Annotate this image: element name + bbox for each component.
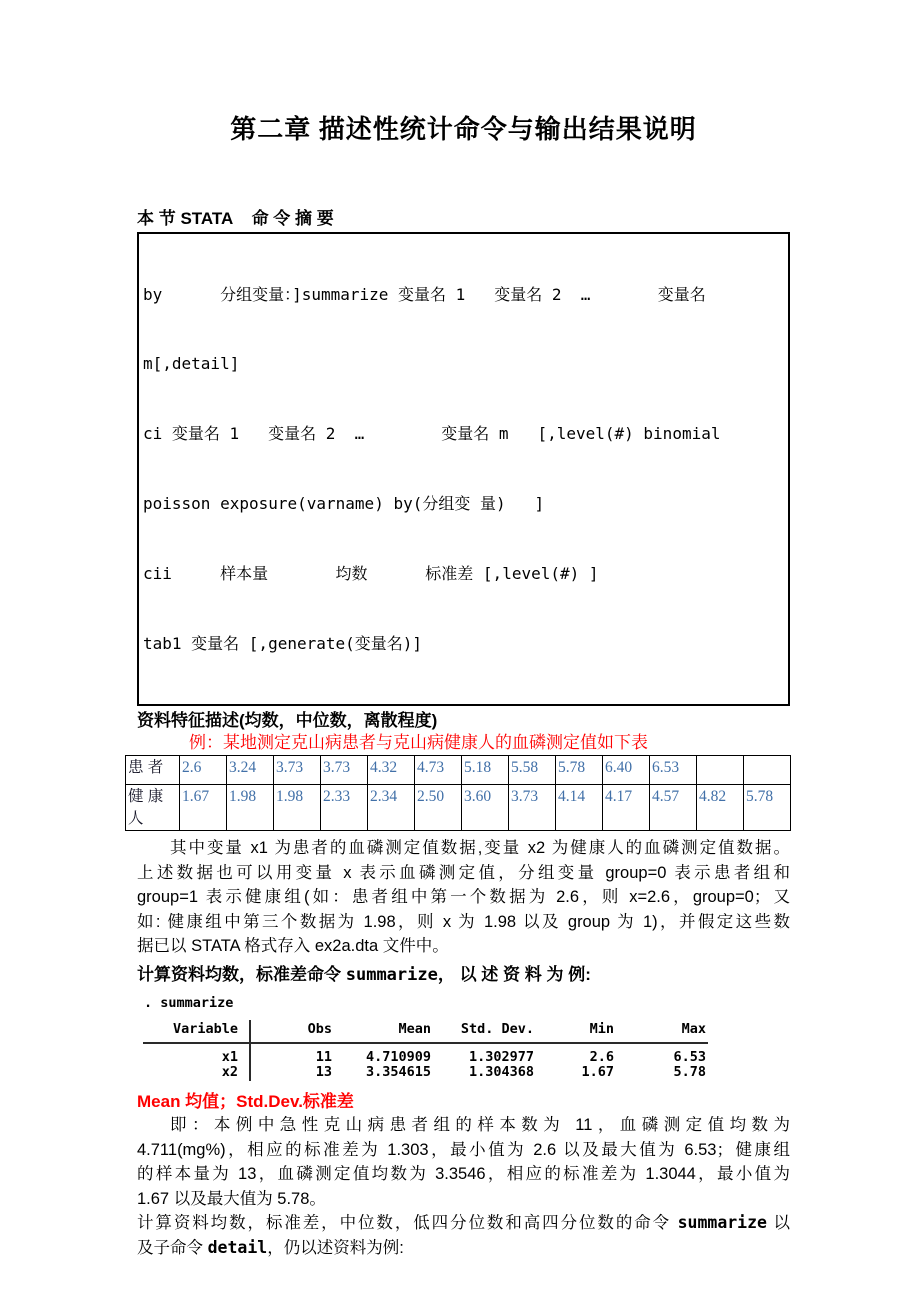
blood-row-label: 患 者	[126, 755, 180, 784]
stata-cell: 11	[315, 1048, 332, 1065]
page-content	[128, 0, 790, 1260]
stata-command-echo: . summarize	[144, 994, 234, 1011]
page-title: 第二章 描述性统计命令与输出结果说明	[230, 115, 697, 144]
blood-cell: 5.78	[556, 755, 603, 784]
stata-header-cell: Max	[681, 1020, 706, 1037]
stata-cell: 3.354615	[365, 1064, 431, 1081]
stata-column-divider	[249, 1020, 251, 1081]
summarize-keyword: summarize	[345, 964, 438, 985]
blood-cell: 1.98	[274, 784, 321, 830]
paragraph-line	[137, 1211, 790, 1236]
paragraph-line: 如: 健康组中第三个数据为 1.98，则 x 为 1.98 以及 group 为 1)，并假定这些数	[137, 912, 790, 931]
stata-cell: 1.67	[581, 1064, 614, 1081]
paragraph-line: 1.67 以及最大值为 5.78。	[137, 1189, 326, 1208]
closing-text: 计算资料均数，标准差，中位数，低四分位数和高四分位数的命令	[137, 1214, 678, 1233]
stata-data-row	[143, 1065, 708, 1081]
blood-cell: 1.67	[180, 784, 227, 830]
blood-row-healthy	[126, 784, 791, 830]
paragraph-line: 4.711(mg%)，相应的标准差为 1.303，最小值为 2.6 以及最大值为 6.53；健康组	[137, 1140, 790, 1159]
stata-cell: 6.53	[673, 1048, 706, 1065]
blood-cell: 3.24	[227, 755, 274, 784]
blood-cell: 3.73	[509, 784, 556, 830]
stata-cell: 2.6	[589, 1048, 614, 1065]
blood-cell: 5.78	[744, 784, 791, 830]
blood-row-label: 健 康人	[126, 784, 180, 830]
blood-cell: 4.82	[697, 784, 744, 830]
command-line: by 分组变量：]summarize 变量名 1 变量名 2 … 变量名	[143, 284, 706, 304]
blood-cell: 6.40	[603, 755, 650, 784]
blood-cell: 4.73	[415, 755, 462, 784]
stata-header-rule	[143, 1042, 708, 1044]
blood-cell: 6.53	[650, 755, 697, 784]
stata-header-cell: Obs	[307, 1020, 332, 1037]
stata-cell: 1.302977	[468, 1048, 534, 1065]
blood-cell	[744, 755, 791, 784]
intro-paragraph	[137, 836, 790, 959]
stata-header-cell: Variable	[172, 1020, 238, 1037]
paragraph-line: 上述数据也可以用变量 x 表示血磷测定值，分组变量 group=0 表示患者组和	[137, 863, 790, 882]
blood-cell	[697, 755, 744, 784]
stata-cell: x2	[221, 1064, 238, 1081]
closing-text: ，仍以述资料为例:	[267, 1238, 404, 1257]
paragraph-line: 的样本量为 13，血磷测定值均数为 3.3546，相应的标准差为 1.3044，最小值为	[137, 1165, 790, 1184]
command-line: poisson exposure(varname) by(分组变 量) ]	[143, 494, 545, 514]
closing-paragraph	[137, 1211, 790, 1260]
command-summary-box	[137, 232, 790, 706]
blood-cell: 2.6	[180, 755, 227, 784]
blood-cell: 4.17	[603, 784, 650, 830]
stata-summary-heading: 本 节 STATA 命 令 摘 要	[137, 209, 334, 228]
blood-row-patient	[126, 755, 791, 784]
command-line: ci 变量名 1 变量名 2 … 变量名 m [,level(#) binomial	[143, 424, 721, 444]
stata-header-cell: Min	[589, 1020, 614, 1037]
summarize-command-heading	[137, 963, 790, 987]
stata-output-table	[143, 1021, 708, 1081]
mean-stddev-note: Mean 均值；Std.Dev.标准差	[137, 1091, 354, 1111]
summarize-keyword: summarize	[677, 1213, 767, 1233]
blood-cell: 2.34	[368, 784, 415, 830]
paragraph-line: 即：本例中急性克山病患者组的样本数为 11，血磷测定值均数为	[170, 1115, 790, 1134]
stata-cell: 4.710909	[365, 1048, 431, 1065]
paragraph-line: 据已以 STATA 格式存入 ex2a.dta 文件中。	[137, 937, 449, 956]
command-line: m[,detail]	[143, 354, 240, 374]
paragraph-line: 其中变量 x1 为患者的血磷测定值数据,变量 x2 为健康人的血磷测定值数据。	[170, 838, 790, 857]
closing-text: 以	[766, 1214, 790, 1233]
blood-cell: 3.60	[462, 784, 509, 830]
stata-data-row	[143, 1050, 708, 1066]
heading-text: 计算资料均数，标准差命令	[137, 964, 346, 984]
result-paragraph	[137, 1113, 790, 1211]
stata-cell: x1	[221, 1048, 238, 1065]
stata-header-cell: Mean	[398, 1020, 431, 1037]
blood-cell: 5.18	[462, 755, 509, 784]
stata-header-cell: Std. Dev.	[460, 1020, 534, 1037]
detail-keyword: detail	[207, 1237, 268, 1257]
closing-text: 及子命令	[137, 1238, 208, 1257]
blood-cell: 4.57	[650, 784, 697, 830]
stata-header-row	[143, 1021, 708, 1038]
command-line: tab1 变量名 [,generate(变量名)]	[143, 634, 423, 654]
blood-cell: 2.33	[321, 784, 368, 830]
stata-cell: 13	[315, 1064, 332, 1081]
stata-cell: 5.78	[673, 1064, 706, 1081]
blood-cell: 4.32	[368, 755, 415, 784]
blood-phosphorus-table	[125, 755, 791, 831]
feature-description-heading: 资料特征描述(均数，中位数，离散程度)	[137, 710, 438, 730]
blood-cell: 5.58	[509, 755, 556, 784]
blood-cell: 1.98	[227, 784, 274, 830]
blood-cell: 3.73	[321, 755, 368, 784]
blood-cell: 3.73	[274, 755, 321, 784]
command-line: cii 样本量 均数 标准差 [,level(#) ]	[143, 564, 599, 584]
paragraph-line	[137, 1236, 790, 1261]
example-note: 例：某地测定克山病患者与克山病健康人的血磷测定值如下表	[189, 732, 648, 752]
blood-cell: 2.50	[415, 784, 462, 830]
heading-text: ， 以 述 资 料 为 例:	[437, 964, 591, 984]
stata-cell: 1.304368	[468, 1064, 534, 1081]
blood-cell: 4.14	[556, 784, 603, 830]
paragraph-line: group=1 表示健康组(如：患者组中第一个数据为 2.6，则 x=2.6，group=0；又	[137, 888, 790, 907]
